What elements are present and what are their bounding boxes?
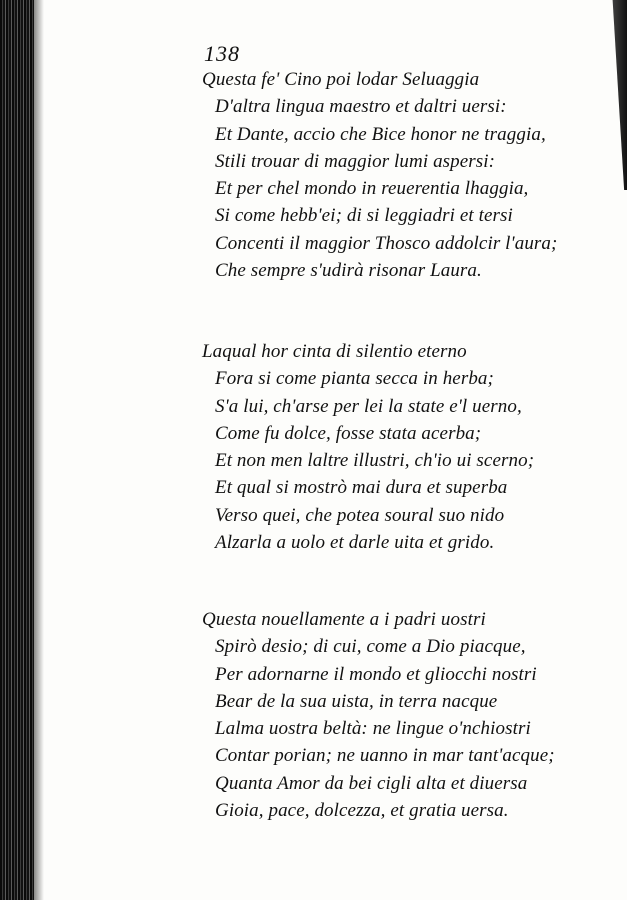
verse-line: Et Dante, accio che Bice honor ne traggia, <box>215 123 546 145</box>
verse-line: Spirò desio; di cui, come a Dio piacque, <box>215 636 526 658</box>
book-binding-edge <box>0 0 34 900</box>
verse-line: Contar porian; ne uanno in mar tant'acque; <box>215 745 555 767</box>
stanza-1 <box>202 66 557 284</box>
verse-line: Si come hebb'ei; di si leggiadri et tersi <box>215 205 513 227</box>
verse-line: Bear de la sua uista, in terra nacque <box>215 690 498 712</box>
verse-line: Come fu dolce, fosse stata acerba; <box>215 422 482 444</box>
stanza-3 <box>202 606 555 824</box>
verse-line: Questa fe' Cino poi lodar Seluaggia <box>202 69 480 90</box>
verse-line: Quanta Amor da bei cigli alta et diuersa <box>215 772 528 794</box>
verse-line: S'a lui, ch'arse per lei la state e'l uerno, <box>215 395 522 417</box>
verse-line: Et qual si mostrò mai dura et superba <box>215 477 508 499</box>
verse-line: Et non men laltre illustri, ch'io ui scerno; <box>215 450 535 472</box>
verse-line: Laqual hor cinta di silentio eterno <box>202 341 467 362</box>
verse-line: Concenti il maggior Thosco addolcir l'aura; <box>215 232 558 254</box>
verse-line: Che sempre s'udirà risonar Laura. <box>215 260 482 282</box>
verse-line: Et per chel mondo in reuerentia lhaggia, <box>215 178 529 200</box>
verse-line: Stili trouar di maggior lumi aspersi: <box>215 150 496 172</box>
page-number: 138 <box>204 41 240 66</box>
page-corner-shadow <box>591 0 627 190</box>
verse-line: Per adornarne il mondo et gliocchi nostri <box>215 663 537 685</box>
verse-line: Alzarla a uolo et darle uita et grido. <box>215 532 495 554</box>
verse-line: Lalma uostra beltà: ne lingue o'nchiostri <box>215 718 531 740</box>
binding-shadow <box>34 0 44 900</box>
verse-line: Verso quei, che potea soural suo nido <box>215 504 505 526</box>
verse-line: Questa nouellamente a i padri uostri <box>202 609 486 630</box>
verse-line: D'altra lingua maestro et daltri uersi: <box>215 96 507 118</box>
verse-line: Fora si come pianta secca in herba; <box>215 368 494 390</box>
verse-line: Gioia, pace, dolcezza, et gratia uersa. <box>215 800 509 822</box>
stanza-2 <box>202 338 534 556</box>
